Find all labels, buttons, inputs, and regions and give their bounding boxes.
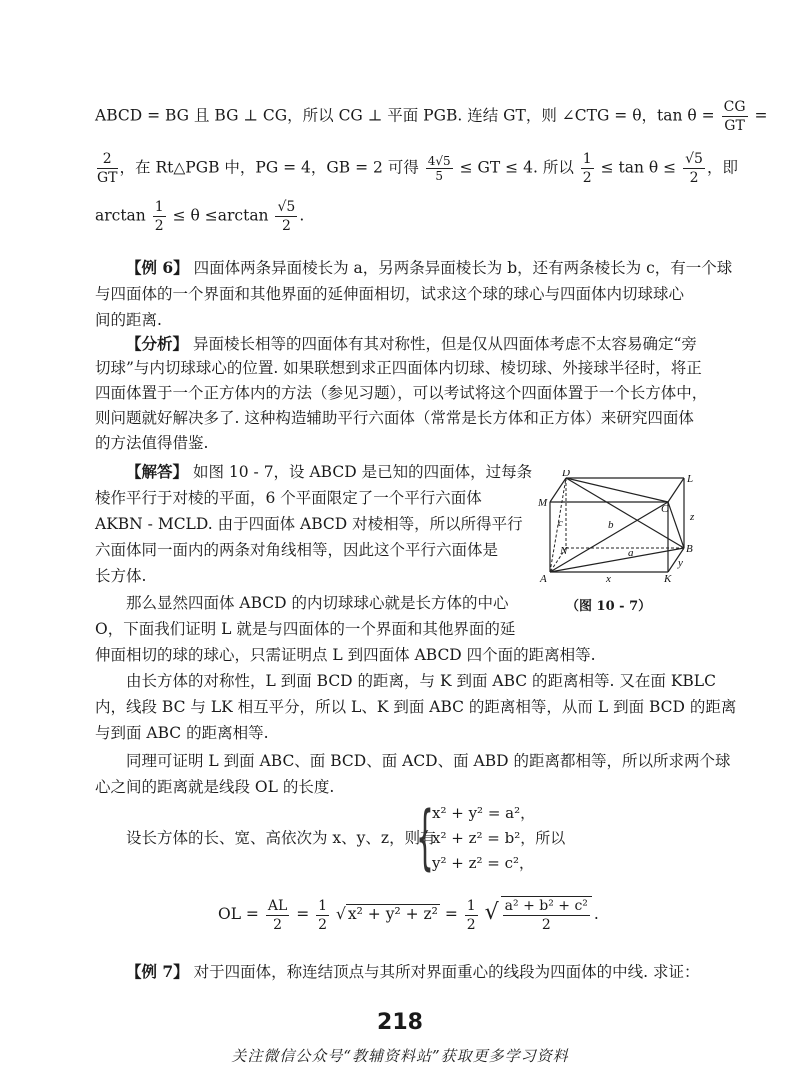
edge-cb (668, 502, 684, 548)
fraction: $\frac{2}{GT}$ (97, 151, 118, 186)
solution-line: 心之间的距离就是线段 OL 的长度. (95, 778, 335, 796)
example-6-line: 【例 6】 四面体两条异面棱长为 a，另两条异面棱长为 b，还有两条棱长为 c，有一个球 (126, 258, 733, 277)
fraction: $\frac{1}{2}$ (154, 199, 164, 234)
label-C: C (661, 503, 669, 515)
equation: y² + z² = c²， (432, 854, 535, 872)
example-7-tag: 【例 7】 (126, 962, 189, 981)
equation: x² + y² = a²， (432, 804, 536, 822)
analysis-line: 【分析】 异面棱长相等的四面体有其对称性，但是仅从四面体考虑不太容易确定“旁 (126, 334, 697, 353)
text-line: $\frac{2}{GT}$ ，在 Rt△PGB 中，PG = 4，GB = 2 可得 $\frac{4√5}{5}$ ≤ GT ≤ 4. 所以 $\frac{1}{2}$ ≤ tan θ ≤ $\frac{√5}{2}$ ，即 (97, 151, 738, 186)
label-D: D (562, 470, 570, 479)
fraction: $\frac{1}{2}$ (582, 151, 592, 186)
solution-line: 同理可证明 L 到面 ABC、面 BCD、面 ACD、面 ABD 的距离都相等，所以所求两个球 (126, 752, 731, 770)
fraction: $\frac{1}{2}$ (318, 897, 328, 933)
figure-caption: （图 10 - 7） (566, 599, 652, 614)
label-N: N (560, 545, 568, 557)
example-7-line: 【例 7】 对于四面体，称连结顶点与其所对界面重心的线段为四面体的中线. 求证： (126, 962, 700, 981)
solution-line: 设长方体的长、宽、高依次为 x、y、z，则有 (126, 829, 436, 847)
solution-line: 【解答】 如图 10 - 7，设 ABCD 是已知的四面体，过每条 (126, 462, 533, 481)
fraction: $\frac{√5}{2}$ (277, 199, 296, 234)
label-y: y (678, 557, 683, 569)
footer-note: 关注微信公众号“教辅资料站”获取更多学习资料 (231, 1047, 569, 1065)
label-x: x (606, 573, 611, 585)
solution-line: 由长方体的对称性，L 到面 BCD 的距离，与 K 到面 ABC 的距离相等. 又在面 KBLC (126, 672, 716, 690)
equation: x² + z² = b²，所以 (432, 829, 566, 847)
example-6-line: 间的距离. (95, 311, 162, 329)
label-z: z (690, 511, 695, 523)
edge (550, 478, 566, 502)
edge-dc (566, 478, 668, 502)
label-b: b (608, 519, 614, 531)
label-K: K (664, 573, 672, 585)
edge (668, 478, 684, 502)
label-B: B (686, 543, 693, 555)
solution-line: 棱作平行于对棱的平面，6 个平面限定了一个平行六面体 (95, 489, 482, 507)
fraction: $\frac{CG}{GT}$ (723, 99, 746, 134)
solution-line: 内，线段 BC 与 LK 相互平分，所以 L、K 到面 ABC 的距离相等，从而 L 到面 BCD 的距离 (95, 698, 737, 716)
label-A: A (540, 573, 547, 585)
fraction: $\frac{4√5}{5}$ (427, 154, 451, 183)
brace-symbol: { (416, 796, 434, 878)
solution-line: 六面体同一面内的两条对角线相等，因此这个平行六面体是 (95, 541, 499, 559)
fraction: $\frac{√5}{2}$ (685, 151, 703, 186)
analysis-line: 切球”与内切球球心的位置. 如果联想到求正四面体内切球、棱切球、外接球半径时，将正 (95, 359, 702, 377)
label-M: M (538, 497, 548, 509)
analysis-line: 则问题就好解决多了. 这种构造辅助平行六面体（常常是长方体和正方体）来研究四面体 (95, 409, 694, 427)
fraction: $\frac{1}{2}$ (466, 897, 476, 933)
solution-line: 长方体. (95, 567, 147, 585)
fraction: $\frac{\text{a² + b² + c²}}{2}$ (501, 896, 592, 934)
solution-line: 那么显然四面体 ABCD 的内切球球心就是长方体的中心 (126, 594, 509, 612)
solution-line: 伸面相切的球的球心，只需证明点 L 到四面体 ABCD 四个面的距离相等. (95, 646, 596, 664)
solution-line: AKBN - MCLD. 由于四面体 ABCD 对棱相等，所以所得平行 (95, 515, 523, 533)
figure-cuboid-tetrahedron (536, 470, 704, 590)
label-a: a (628, 547, 634, 559)
ol-formula: OL = $\frac{AL}{2}$ = $\frac{1}{2}$ √ x² + y² + z² = $\frac{1}{2}$ √ $\frac{\text{a² + b² + c²}}{2}$ . (218, 897, 599, 933)
solution-line: O，下面我们证明 L 就是与四面体的一个界面和其他界面的延 (95, 620, 516, 638)
page-number: 218 (377, 1010, 423, 1035)
text-line: arctan $\frac{1}{2}$ ≤ θ ≤arctan $\frac{√5}{2}$ . (95, 199, 305, 234)
solution-line: 与到面 ABC 的距离相等. (95, 724, 269, 742)
label-L: L (687, 473, 694, 485)
example-6-tag: 【例 6】 (126, 258, 189, 277)
text-line: ABCD = BG 且 BG ⊥ CG，所以 CG ⊥ 平面 PGB. 连结 GT，则 ∠CTG = θ，tan θ = $\frac{CG}{GT}$ = (95, 99, 768, 134)
analysis-line: 的方法值得借鉴. (95, 434, 209, 452)
solution-tag: 【解答】 (126, 462, 189, 481)
label-c: c (558, 517, 563, 529)
example-6-line: 与四面体的一个界面和其他界面的延伸面相切，试求这个球的球心与四面体内切球球心 (95, 285, 685, 303)
fraction: $\frac{AL}{2}$ (267, 897, 288, 933)
analysis-line: 四面体置于一个正方体内的方法（参见习题），可以考试将这个四面体置于一个长方体中， (95, 384, 708, 402)
analysis-tag: 【分析】 (126, 334, 189, 353)
